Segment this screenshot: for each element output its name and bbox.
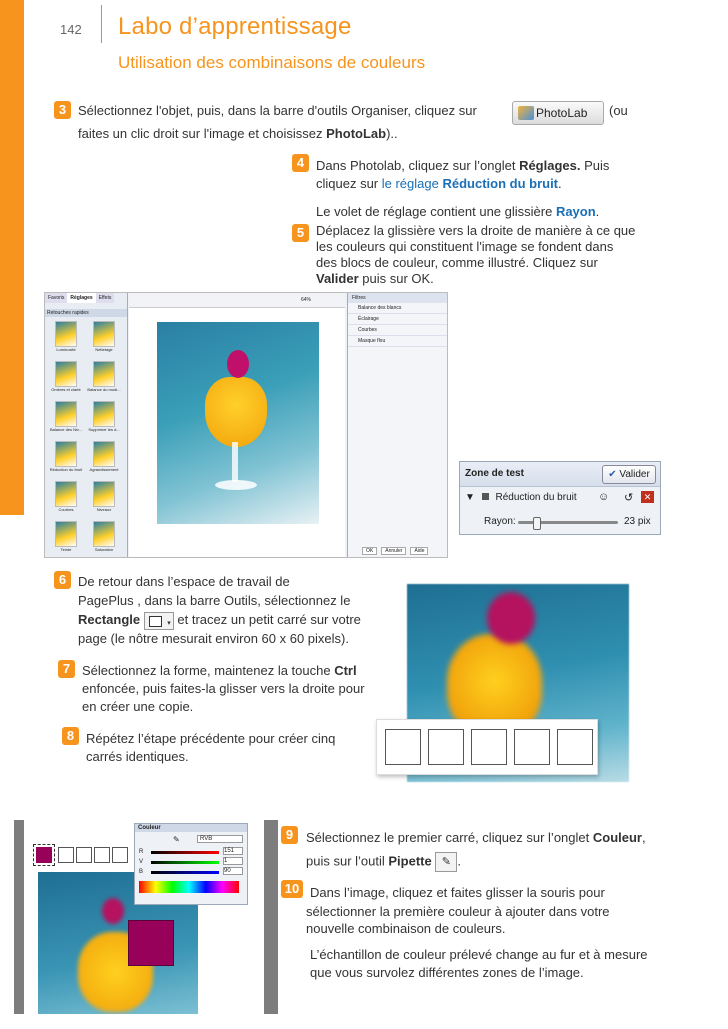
ok-button[interactable]: OK [362,547,377,555]
step-8-badge: 8 [62,727,79,745]
rectangle-tool-icon[interactable]: ▾ [144,612,174,630]
step-7-l3: en créer une copie. [82,699,194,714]
step-9-l1 [306,829,646,846]
page-number: 142 [60,22,82,37]
step-4-d: cliquez sur [316,176,382,191]
photolab-screenshot [44,292,448,558]
step-9-l1c: , [641,830,646,845]
blurred-flower [487,592,535,644]
step-7-l1 [82,662,357,679]
thumbnail-label: Balance du modi... [87,387,121,392]
rayon-slider-track[interactable] [518,521,618,524]
step-5-l3: des blocs de couleur, comme illustré. Cliquez sur [316,255,598,270]
aide-button[interactable]: Aide [410,547,428,555]
adjustment-thumbnail[interactable] [49,321,83,359]
thumbnail-label: Réduction du bruit [49,467,83,472]
step-10-l5: que vous survolez différentes zones de l’image. [310,965,584,980]
step-5-l4 [316,270,434,287]
thumbnail-image [93,441,115,467]
thumbnail-image [93,521,115,547]
b-slider[interactable] [151,871,219,874]
step-9-l1a: Sélectionnez le premier carré, cliquez sur l’onglet [306,830,593,845]
filter-item[interactable]: Éclairage [348,314,448,325]
step-4-badge: 4 [292,154,309,172]
step-9-l2a: puis sur l’outil [306,853,389,869]
group-retouches: Retouches rapides [45,309,127,317]
adjustment-thumbnail[interactable] [87,441,121,479]
step-10-badge: 10 [281,880,303,898]
pipette-icon[interactable]: ✎ [435,852,457,872]
glass-stem [232,442,238,482]
thumbnail-image [55,361,77,387]
mini-square[interactable] [94,847,110,863]
thumbnail-label: Agrandissement [89,467,119,472]
mini-square[interactable] [76,847,92,863]
step-4-line2 [316,175,562,192]
step-3-line1-end: (ou [609,103,628,118]
check-icon: ✔ [608,469,617,480]
adjustment-thumbnail[interactable] [87,481,121,519]
thumbnail-label: Nettetage [95,347,113,352]
step-4-b: Réglages. [519,158,581,173]
adjustment-thumbnail[interactable] [87,401,121,439]
step-6-l3b: et tracez un petit carré sur votre [173,612,361,627]
step-4-e: le réglage [381,176,443,191]
thumbnail-image [55,401,77,427]
page-title: Labo d’apprentissage [118,13,352,40]
thumbnail-image [55,441,77,467]
step-6-l3a: Rectangle [78,612,141,627]
thumbnail-image [93,361,115,387]
adjustment-thumbnail[interactable] [87,321,121,359]
orange-edge-band [0,0,24,515]
square-1[interactable] [385,729,421,765]
r-label: R [139,849,144,855]
filter-name: Réduction du bruit [495,492,577,503]
photolab-icon [518,106,534,120]
g-value[interactable]: 1 [223,857,243,865]
step-10-l3: nouvelle combinaison de couleurs. [306,921,506,936]
tab-favoris[interactable]: Favoris [45,293,67,303]
thumbnail-label: Ombres et clarté [51,387,81,392]
valider-button[interactable] [602,465,656,484]
header-divider [101,5,102,43]
step-6-badge: 6 [54,571,71,589]
step-5-l4b: puis sur OK. [358,271,434,286]
step-9-l2 [306,852,461,872]
thumbnail-label: Courbes [58,507,74,512]
thumbnail-image [55,481,77,507]
thumbnail-label: Balance des Niv... [50,427,82,432]
glass-base [215,480,257,490]
square-4[interactable] [514,729,550,765]
rayon-slider-thumb[interactable] [533,517,541,530]
step-5-pre [316,203,599,220]
color-sample-preview [128,920,174,966]
step-4-f: Réduction du bruit [442,176,559,191]
cocktail-glass [205,377,267,447]
step-9-l1b: Couleur [592,830,642,845]
thumbnail-label: Saturation [94,547,114,552]
square-2[interactable] [428,729,464,765]
g-slider[interactable] [151,861,219,864]
step-9-l2c: . [457,853,461,869]
expand-arrow-icon[interactable]: ▼ [465,492,475,503]
b-label: B [139,869,144,875]
eyedropper-icon[interactable]: ✎ [173,835,180,844]
adjustment-thumbnail[interactable] [49,521,83,558]
delete-icon[interactable]: ✕ [641,491,654,503]
squares-card [376,719,598,775]
square-5[interactable] [557,729,593,765]
step-3-line1: Sélectionnez l'objet, puis, dans la barre d'outils Organiser, cliquez sur [78,103,477,118]
step-3-l2b: PhotoLab [326,126,387,141]
step-7-l2: enfoncée, puis faites-la glisser vers la droite pour [82,681,365,696]
step-3-l2a: faites un clic droit sur l'image et choisissez [78,126,327,141]
step-5-l1: Déplacez la glissière vers la droite de manière à ce que [316,223,636,238]
couleur-tab[interactable]: Couleur [135,824,247,832]
step-6-l3 [78,611,361,630]
step-3-line2 [78,125,398,142]
annuler-button[interactable]: Annuler [381,547,406,555]
rayon-label: Rayon: [484,516,516,527]
dialog-buttons [362,547,428,555]
color-mode-select[interactable]: RVB [197,835,243,843]
thumbnail-image [93,401,115,427]
r-value[interactable]: 151 [223,847,243,855]
thumbnail-label: Supprimer les d... [88,427,120,432]
filter-checkbox[interactable] [482,493,489,500]
header-edge [0,0,24,46]
zone-de-test-header [460,462,660,487]
filters-panel [347,293,448,557]
step-4-a: Dans Photolab, cliquez sur l’onglet [316,158,520,173]
filter-item[interactable]: Courbes [348,325,448,336]
step-8-l2: carrés identiques. [86,749,189,764]
step-5-pre-b: Rayon [555,204,596,219]
filter-row [465,492,577,503]
square-3[interactable] [471,729,507,765]
filter-item[interactable]: Masque flou [348,336,448,347]
step-6-l2: PagePlus , dans la barre Outils, sélectionnez le [78,593,351,608]
thumbnail-image [93,481,115,507]
step-4-c: Puis [580,158,610,173]
adjustment-thumbnail[interactable] [49,401,83,439]
zoom-level[interactable]: 64% [301,297,312,303]
color-spectrum[interactable] [139,881,239,893]
tab-effets[interactable]: Effets [96,293,115,303]
thumbnail-label: Niveaux [96,507,112,512]
adjustment-thumbnail[interactable] [49,441,83,479]
thumbnail-image [55,321,77,347]
sampled-square[interactable] [36,847,52,863]
adjustment-thumbnail[interactable] [49,481,83,519]
photolab-button[interactable] [512,101,604,125]
step-4-line1 [316,157,609,174]
step-6-l1: De retour dans l’espace de travail de [78,574,290,589]
photolab-tabs [45,293,127,303]
valider-label: Valider [619,469,650,480]
tab-reglages[interactable]: Réglages [67,293,95,303]
g-label: V [139,859,144,865]
photolab-left-panel [45,293,128,557]
thumbnail-label: Luminosité [56,347,76,352]
step-10-l2: sélectionner la première couleur à ajouter dans votre [306,904,610,919]
photolab-toolbar [129,293,345,308]
page-subtitle: Utilisation des combinaisons de couleurs [118,53,426,72]
rayon-value: 23 pix [624,516,651,527]
adjustment-thumbnail[interactable] [87,521,121,558]
r-slider[interactable] [151,851,219,854]
mini-square[interactable] [58,847,74,863]
mini-square[interactable] [112,847,128,863]
step-7-badge: 7 [58,660,75,678]
step-7-l1b: Ctrl [334,663,357,678]
photolab-canvas [129,308,345,557]
step-3-badge: 3 [54,101,71,119]
filter-item[interactable]: Balance des blancs [348,303,448,314]
step-5-l2: les couleurs qui constituent l'image se fondent dans [316,239,614,254]
adjustment-thumbnail[interactable] [49,361,83,399]
step-10-l4: L’échantillon de couleur prélevé change au fur et à mesure [310,947,648,962]
step-5-pre-c: . [595,204,600,219]
filters-title: Filtres [348,293,448,303]
flower [227,350,249,378]
pageplus-screenshot [14,820,278,1014]
mask-icon[interactable]: ☺ [598,491,610,503]
step-4-g: . [558,176,562,191]
couleur-panel [134,823,248,905]
pageplus-flower [102,898,124,924]
reset-icon[interactable]: ↺ [624,492,634,504]
step-7-l1a: Sélectionnez la forme, maintenez la touche [82,663,335,678]
thumbnail-image [55,521,77,547]
step-10-l1: Dans l’image, cliquez et faites glisser la souris pour [310,885,605,900]
step-6-l4: page (le nôtre mesurait environ 60 x 60 pixels). [78,631,349,646]
photolab-button-label: PhotoLab [536,106,588,120]
thumbnail-image [93,321,115,347]
step-5-pre-a: Le volet de réglage contient une glissière [316,204,556,219]
step-5-badge: 5 [292,224,309,242]
zone-de-test-title: Zone de test [465,468,524,479]
step-5-l4a: Valider [316,271,359,286]
adjustment-thumbnail[interactable] [87,361,121,399]
zone-de-test-panel [459,461,661,535]
step-8-l1: Répétez l’étape précédente pour créer cinq [86,731,336,746]
step-3-l2c: ).. [386,126,398,141]
b-value[interactable]: 90 [223,867,243,875]
thumbnail-label: Teinte [60,547,72,552]
cocktail-photo [157,322,319,524]
step-9-l2b: Pipette [388,853,432,869]
step-9-badge: 9 [281,826,298,844]
